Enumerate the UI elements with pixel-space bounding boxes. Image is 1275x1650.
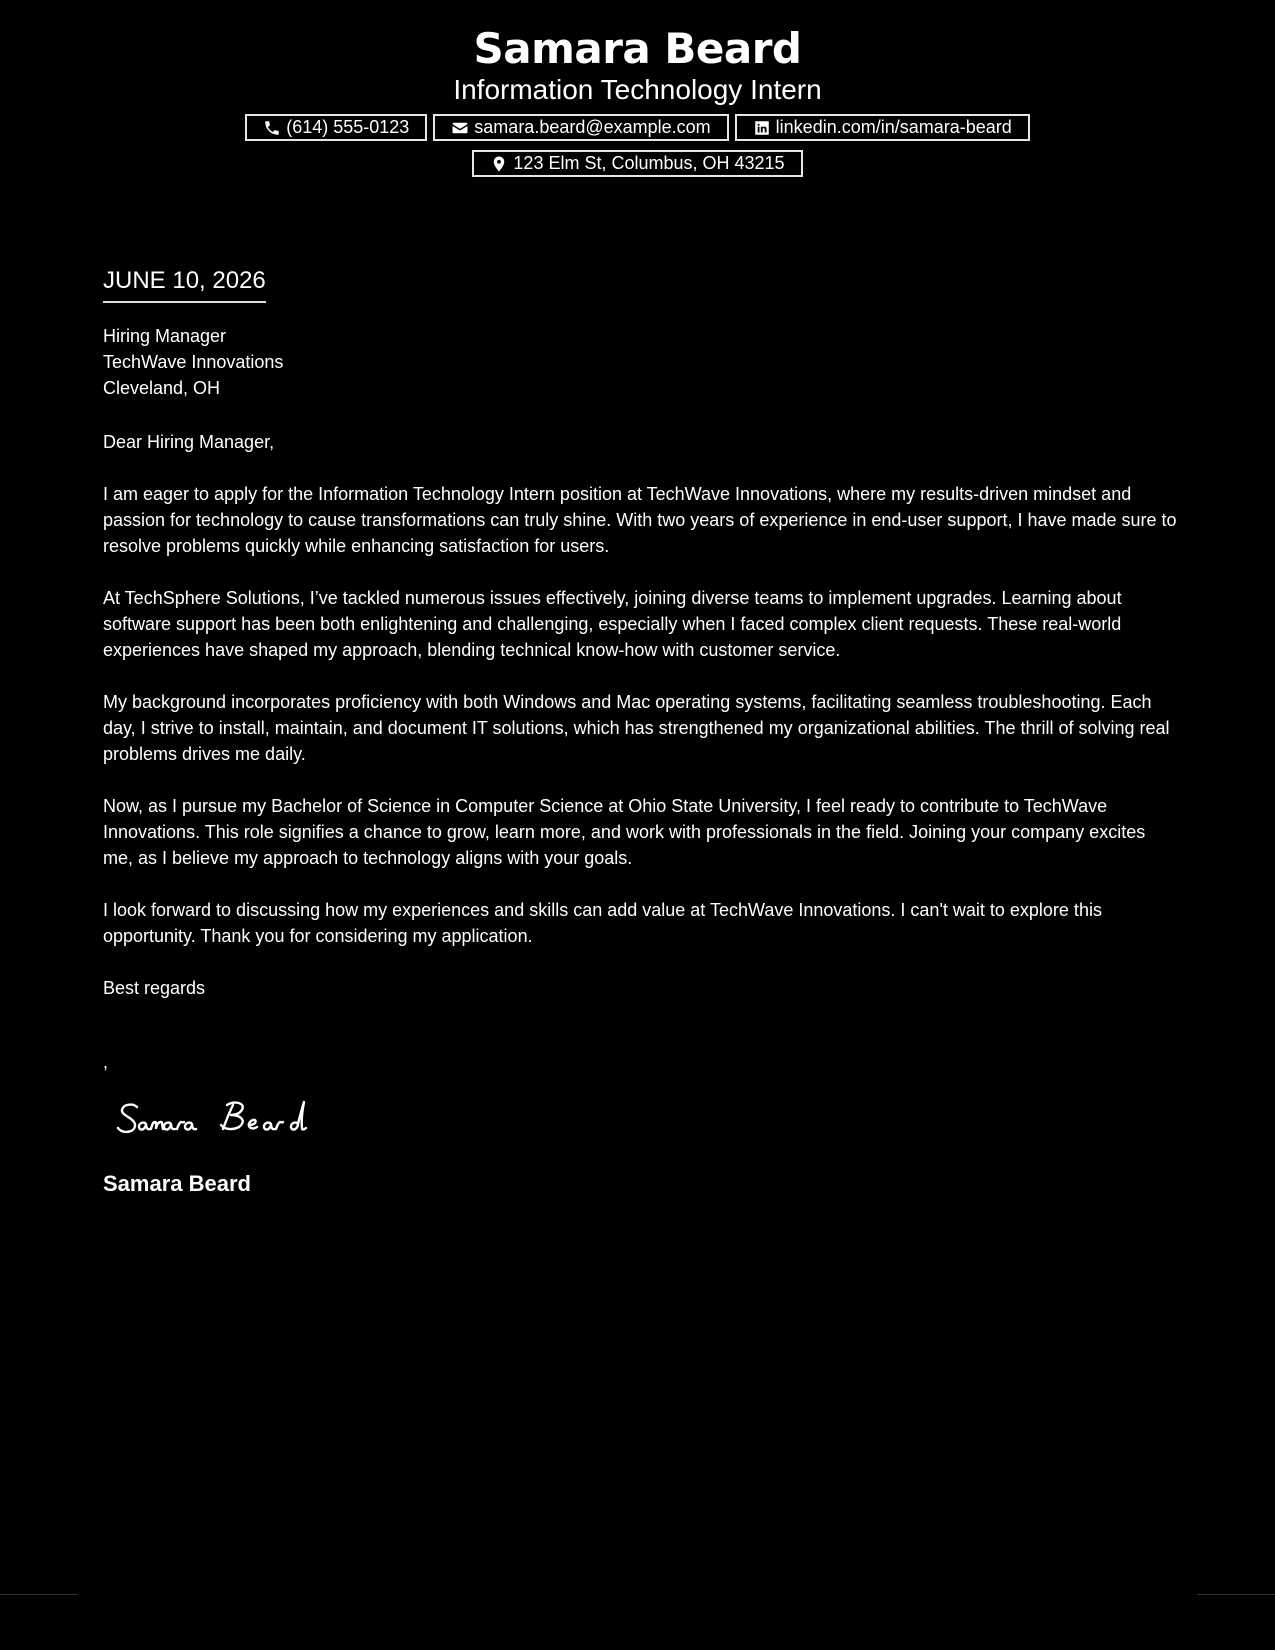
closing-comma: , bbox=[103, 1052, 109, 1072]
salutation: Dear Hiring Manager, bbox=[103, 432, 275, 452]
paragraph: At TechSphere Solutions, I’ve tackled numerous issues effectively, joining diverse teams to implement upgrades. Learning about software support has been both enlightening and challenging, especially when I faced complex client requests. These real-world experiences have shaped my approach, blending technical know-how with customer service. bbox=[103, 588, 1122, 660]
paragraph: I am eager to apply for the Information Technology Intern position at TechWave Innovations, where my results-driven mindset and passion for technology to cause transformations can truly shine. With two years of experience in end-user support, I have made sure to resolve problems quickly while enhancing satisfaction for users. bbox=[103, 484, 1177, 556]
paragraph: Now, as I pursue my Bachelor of Science in Computer Science at Ohio State University, I feel ready to contribute to TechWave Innovations. This role signifies a chance to grow, learn more, and work with professionals in the field. Joining your company excites me, as I believe my approach to technology aligns with your goals. bbox=[103, 796, 1146, 868]
paragraph: I look forward to discussing how my experiences and skills can add value at TechWave Innovations. I can't wait to explore this opportunity. Thank you for considering my application. bbox=[103, 900, 1102, 946]
closing: Best regards bbox=[103, 978, 206, 998]
email-text: samara.beard@example.com bbox=[474, 117, 711, 137]
phone-text: (614) 555-0123 bbox=[286, 117, 410, 137]
footer-rule-left bbox=[0, 1594, 77, 1595]
footer-rule-right bbox=[1197, 1594, 1275, 1595]
recipient-location: Cleveland, OH bbox=[103, 378, 221, 398]
linkedin-icon bbox=[753, 119, 771, 137]
phone-icon bbox=[263, 119, 281, 137]
letter-body bbox=[103, 265, 1178, 1197]
linkedin-chip[interactable] bbox=[735, 114, 1030, 141]
phone-chip[interactable] bbox=[245, 114, 427, 141]
recipient-block bbox=[103, 323, 1178, 401]
address-chip[interactable] bbox=[472, 150, 802, 177]
recipient-company: TechWave Innovations bbox=[103, 352, 284, 372]
contact-row bbox=[198, 114, 1078, 141]
map-pin-icon bbox=[490, 155, 508, 173]
email-chip[interactable] bbox=[433, 114, 728, 141]
letter-date: JUNE 10, 2026 bbox=[103, 265, 266, 303]
envelope-icon bbox=[451, 119, 469, 137]
applicant-name: Samara Beard bbox=[473, 24, 802, 73]
applicant-title: Information Technology Intern bbox=[453, 74, 822, 105]
linkedin-text: linkedin.com/in/samara-beard bbox=[775, 117, 1012, 137]
handwritten-signature bbox=[115, 1093, 355, 1143]
paragraph: My background incorporates proficiency with both Windows and Mac operating systems, facilitating seamless troubleshooting. Each day, I strive to install, maintain, and document IT solutions, which has strengthened my organizational abilities. The thrill of solving real problems drives me daily. bbox=[103, 692, 1170, 764]
address-text: 123 Elm St, Columbus, OH 43215 bbox=[513, 153, 785, 173]
signature-image bbox=[115, 1093, 1178, 1143]
signer-name: Samara Beard bbox=[103, 1171, 251, 1196]
recipient-name: Hiring Manager bbox=[103, 326, 227, 346]
letter-header bbox=[0, 24, 1275, 177]
address-row bbox=[0, 150, 1275, 177]
